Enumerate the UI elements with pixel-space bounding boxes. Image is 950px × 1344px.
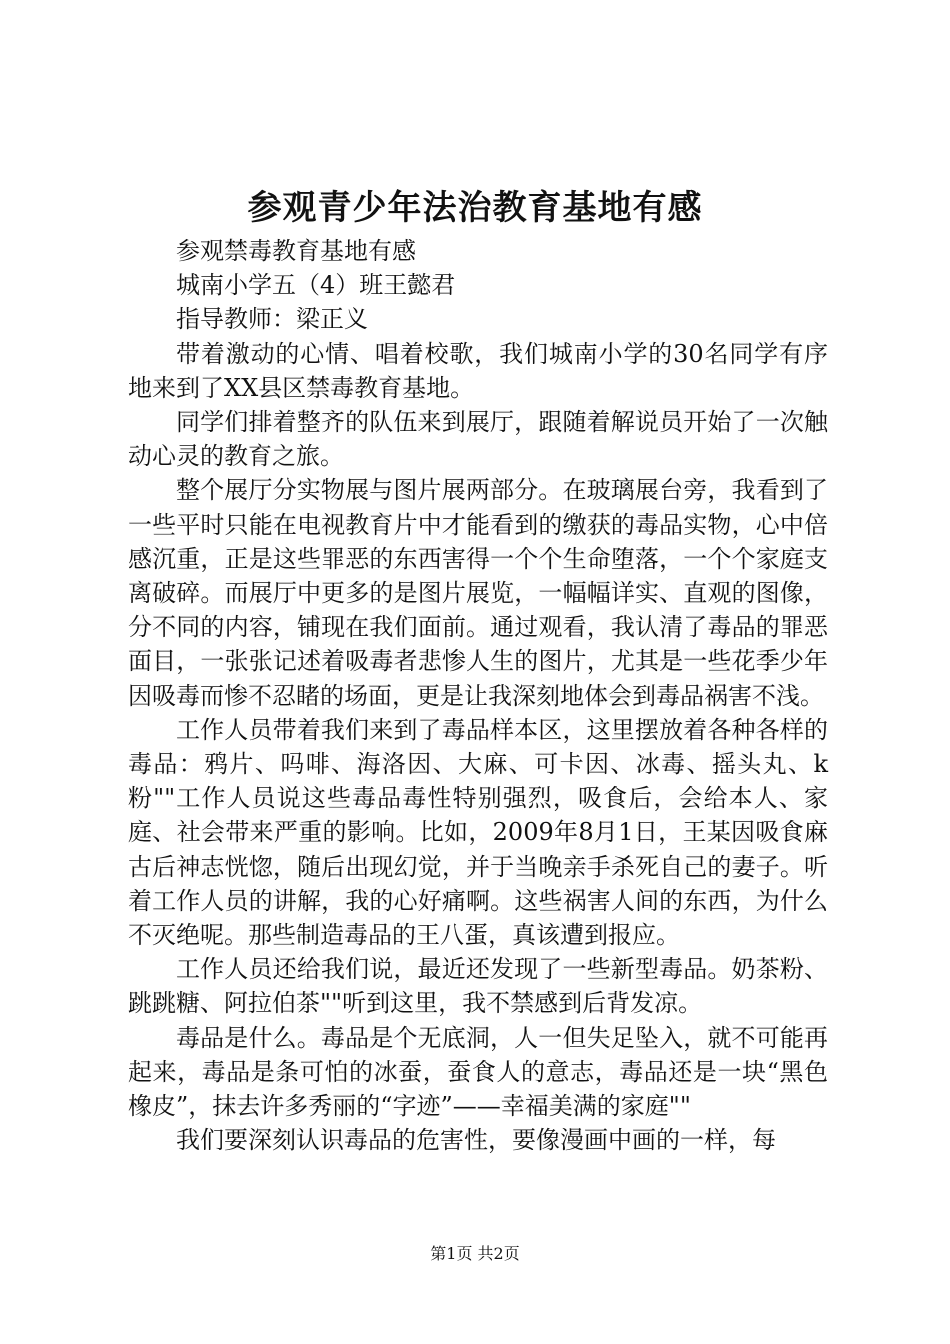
document-title: 参观青少年法治教育基地有感	[247, 188, 703, 228]
author-line: 城南小学五（4）班王懿君	[176, 271, 456, 300]
body-paragraph: 毒品是什么。毒品是个无底洞，人一但失足坠入，就不可能再起来，毒品是条可怕的冰蚕，蚕食人的意志，毒品还是一块“黑色橡皮”，抹去许多秀丽的“字迹”——幸福美满的家庭""	[128, 1023, 828, 1121]
subtitle-paragraph: 参观禁毒教育基地有感	[176, 237, 416, 265]
body-paragraph: 整个展厅分实物展与图片展两部分。在玻璃展台旁，我看到了一些平时只能在电视教育片中才能看到的缴获的毒品实物，心中倍感沉重，正是这些罪恶的东西害得一个个生命堕落，一个个家庭支离破碎。而展厅中更多的是图片展览，一幅幅详实、直观的图像，分不同的内容，铺现在我们面前。通过观看，我认清了毒品的罪恶面目，一张张记述着吸毒者悲惨人生的图片，尤其是一些花季少年因吸毒而惨不忍睹的场面，更是让我深刻地体会到毒品祸害不浅。	[128, 476, 828, 710]
body-paragraph: 我们要深刻认识毒品的危害性，要像漫画中画的一样，每	[176, 1126, 776, 1155]
body-paragraph: 工作人员还给我们说，最近还发现了一些新型毒品。奶茶粉、跳跳糖、阿拉伯茶""听到这里，我不禁感到后背发凉。	[128, 955, 828, 1018]
teacher-line: 指导教师：梁正义	[176, 305, 368, 334]
body-paragraph: 同学们排着整齐的队伍来到展厅，跟随着解说员开始了一次触动心灵的教育之旅。	[128, 408, 828, 471]
body-paragraph: 工作人员带着我们来到了毒品样本区，这里摆放着各种各样的毒品：鸦片、吗啡、海洛因、大麻、可卡因、冰毒、摇头丸、k粉""工作人员说这些毒品毒性特别强烈，吸食后，会给本人、家庭、社会带来严重的影响。比如，2009年8月1日，王某因吸食麻古后神志恍惚，随后出现幻觉，并于当晚亲手杀死自己的妻子。听着工作人员的讲解，我的心好痛啊。这些祸害人间的东西，为什么不灭绝呢。那些制造毒品的王八蛋，真该遭到报应。	[128, 715, 828, 950]
document-body	[128, 234, 828, 1157]
page-footer: 第1页 共2页	[430, 1244, 520, 1263]
body-paragraph: 带着激动的心情、唱着校歌，我们城南小学的30名同学有序地来到了XX县区禁毒教育基地。	[128, 339, 828, 402]
